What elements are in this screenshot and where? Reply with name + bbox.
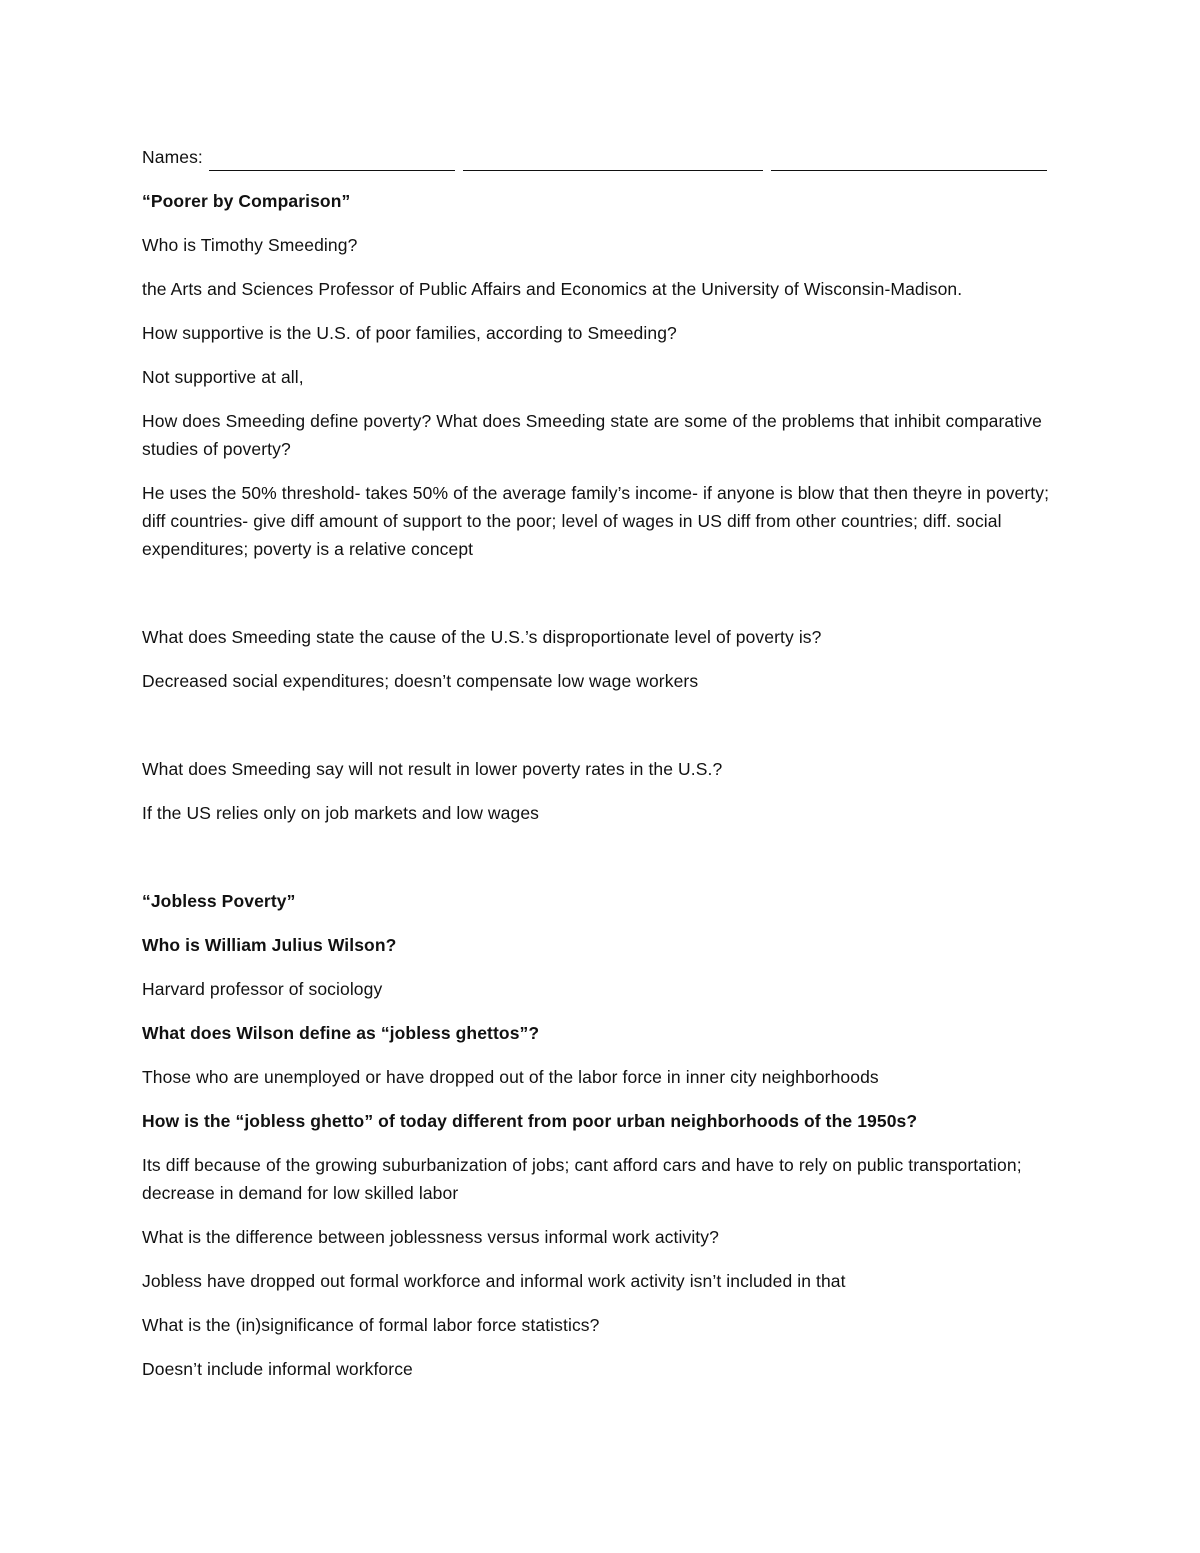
name-blank-1 — [209, 148, 455, 171]
question-3: How does Smeeding define poverty? What does Smeeding state are some of the problems that inhibit comparative studies of poverty? — [142, 411, 1042, 459]
section-title-jobless-poverty: “Jobless Poverty” — [142, 891, 296, 911]
name-blank-2 — [463, 148, 763, 171]
question-4: What does Smeeding state the cause of the U.S.’s disproportionate level of poverty is? — [142, 627, 822, 647]
question-10: What is the (in)significance of formal labor force statistics? — [142, 1315, 600, 1335]
names-line — [142, 143, 1062, 171]
question-1: Who is Timothy Smeeding? — [142, 235, 358, 255]
names-label: Names: — [142, 147, 203, 167]
name-blank-3 — [771, 148, 1047, 171]
answer-7: Those who are unemployed or have dropped out of the labor force in inner city neighborhoods — [142, 1067, 879, 1087]
question-5: What does Smeeding say will not result in lower poverty rates in the U.S.? — [142, 759, 723, 779]
question-2: How supportive is the U.S. of poor families, according to Smeeding? — [142, 323, 677, 343]
answer-2: Not supportive at all, — [142, 367, 304, 387]
answer-3: He uses the 50% threshold- takes 50% of the average family’s income- if anyone is blow that then theyre in poverty; diff countries- give diff amount of support to the poor; level of wages in US diff from other countries; diff. social expenditures; poverty is a relative concept — [142, 483, 1050, 559]
document-content — [142, 143, 1062, 1399]
section-title-poorer-by-comparison: “Poorer by Comparison” — [142, 191, 351, 211]
answer-4: Decreased social expenditures; doesn’t compensate low wage workers — [142, 671, 699, 691]
question-6: Who is William Julius Wilson? — [142, 935, 397, 955]
answer-1: the Arts and Sciences Professor of Public Affairs and Economics at the University of Wisconsin-Madison. — [142, 279, 963, 299]
answer-9: Jobless have dropped out formal workforce and informal work activity isn’t included in that — [142, 1271, 846, 1291]
question-9: What is the difference between joblessness versus informal work activity? — [142, 1227, 719, 1247]
answer-6: Harvard professor of sociology — [142, 979, 383, 999]
answer-5: If the US relies only on job markets and low wages — [142, 803, 539, 823]
question-8: How is the “jobless ghetto” of today different from poor urban neighborhoods of the 1950s? — [142, 1111, 918, 1131]
question-7: What does Wilson define as “jobless ghettos”? — [142, 1023, 540, 1043]
answer-10: Doesn’t include informal workforce — [142, 1359, 413, 1379]
answer-8: Its diff because of the growing suburbanization of jobs; cant afford cars and have to rely on public transportation; decrease in demand for low skilled labor — [142, 1155, 1022, 1203]
